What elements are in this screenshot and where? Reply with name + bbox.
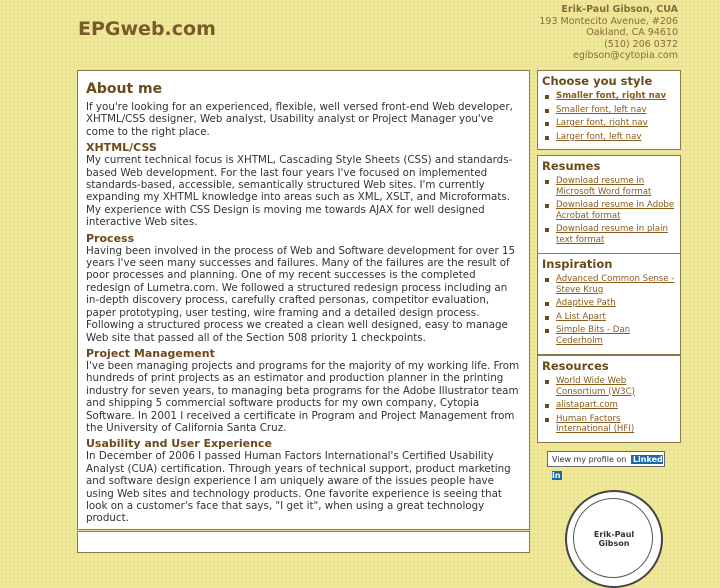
resume-link-word[interactable]: Download resume in Microsoft Word format: [542, 176, 678, 197]
inspiration-link-adaptive-path[interactable]: Adaptive Path: [542, 298, 678, 309]
sidebar-resumes-box: [537, 155, 681, 254]
site-logo[interactable]: EPGweb.com: [78, 18, 216, 40]
footer-box: [77, 531, 530, 553]
seal-line-1: Erik-Paul: [593, 530, 635, 539]
resume-link-text[interactable]: Download resume in plain text format: [542, 224, 678, 245]
sidebar-style-title: Choose you style: [542, 74, 653, 88]
style-link-small-right[interactable]: Smaller font, right nav: [542, 91, 678, 102]
page-title: About me: [86, 81, 163, 97]
resource-link-hfi[interactable]: Human Factors International (HFI): [542, 414, 678, 435]
section-body-project-management: I've been managing projects and programs for the majority of my working life. From hundreds of print projects as an estimator and production planner in the printing industry for seven years, to managing beta programs for the Adobe Illustrator team and shipping 5 commercial software products for my own company, Cytopia Software. In 2001 I received a certificate in Program and Project Management from the University of California Santa Cruz.: [86, 359, 520, 434]
contact-address: 193 Montecito Avenue, #206: [539, 15, 678, 27]
main-content: [77, 70, 530, 530]
inspiration-link-alistapart[interactable]: A List Apart: [542, 312, 678, 323]
contact-name: Erik-Paul Gibson, CUA: [561, 4, 678, 15]
contact-city: Oakland, CA 94610: [586, 27, 678, 38]
section-heading-xhtml: XHTML/CSS: [86, 141, 157, 155]
contact-phone: (510) 206 0372: [604, 38, 678, 50]
resources-list: [538, 376, 680, 442]
contact-email[interactable]: egibson@cytopia.com: [572, 50, 678, 61]
inspiration-link-simplebits[interactable]: Simple Bits - Dan Cederholm: [542, 325, 678, 346]
linkedin-logo: Linked in: [552, 455, 663, 480]
linkedin-badge[interactable]: [547, 451, 665, 480]
intro-text: If you're looking for an experienced, flexible, well versed front-end Web developer, XHTML/CSS designer, Web analyst, Usability analyst or Project Manager you've come to the right place.: [86, 101, 513, 138]
style-link-large-right[interactable]: Larger font, right nav: [542, 118, 678, 129]
style-link-small-left[interactable]: Smaller font, left nav: [542, 105, 678, 116]
resource-link-w3c[interactable]: World Wide Web Consortium (W3C): [542, 376, 678, 397]
sidebar-inspiration-title: Inspiration: [542, 257, 613, 271]
sidebar-resumes-title: Resumes: [542, 159, 601, 173]
section-body-xhtml: My current technical focus is XHTML, Cascading Style Sheets (CSS) and standards-based Web development. For the last four years I've focused on implemented standards-based, accessible, semantically structured Web sites. I'm currently expanding my XHTML knowledge into areas such as XML, XSLT, and Microformats. My experience with CSS Design is moving me towards AJAX for well designed interactive Web sites.: [86, 154, 513, 229]
style-link-large-left[interactable]: Larger font, left nav: [542, 132, 678, 143]
inspiration-list: [538, 274, 680, 354]
section-heading-project-management: Project Management: [86, 346, 215, 360]
resume-link-acrobat[interactable]: Download resume in Adobe Acrobat format: [542, 200, 678, 221]
section-heading-usability: Usability and User Experience: [86, 437, 272, 451]
section-heading-process: Process: [86, 231, 135, 245]
sidebar-resources-title: Resources: [542, 359, 609, 373]
sidebar-resources-box: [537, 355, 681, 443]
seal-text: [567, 530, 661, 548]
section-body-usability: In December of 2006 I passed Human Factors International's Certified Usability Analyst (CUA) certification. Through years of technical support, product marketing and software design experience I am uniquely aware of the issues people have using Web sites and technology products. One favorite experience is seeing that look on a customer's face that says, "I get it", when using a great technology product.: [86, 450, 511, 525]
seal-line-2: Gibson: [598, 539, 630, 548]
contact-block: [539, 4, 678, 62]
cua-certification-seal: [565, 490, 663, 588]
sidebar-inspiration-box: [537, 253, 681, 355]
resource-link-alistapart[interactable]: alistapart.com: [542, 400, 678, 411]
resumes-list: [538, 176, 680, 253]
sidebar-style-box: [537, 70, 681, 150]
section-body-process: Having been involved in the process of Web and Software development for over 15 years I've seen many successes and failures. Many of the failures are the result of poor processes and planning. One of my recent successes is the completed redesign of Lumetra.com. We followed a structured redesign process including an in-depth discovery process, carefully crafted personas, competitor evaluation, paper prototyping, user testing, wire framing and a detailed design process. Following a structured process we created a clean well designed, easy to manage Web site that passed all of the Section 508 priority 1 checkpoints.: [86, 244, 516, 344]
inspiration-link-krug[interactable]: Advanced Common Sense - Steve Krug: [542, 274, 678, 295]
linkedin-badge-text: View my profile on: [552, 455, 627, 464]
style-list: [538, 91, 680, 149]
